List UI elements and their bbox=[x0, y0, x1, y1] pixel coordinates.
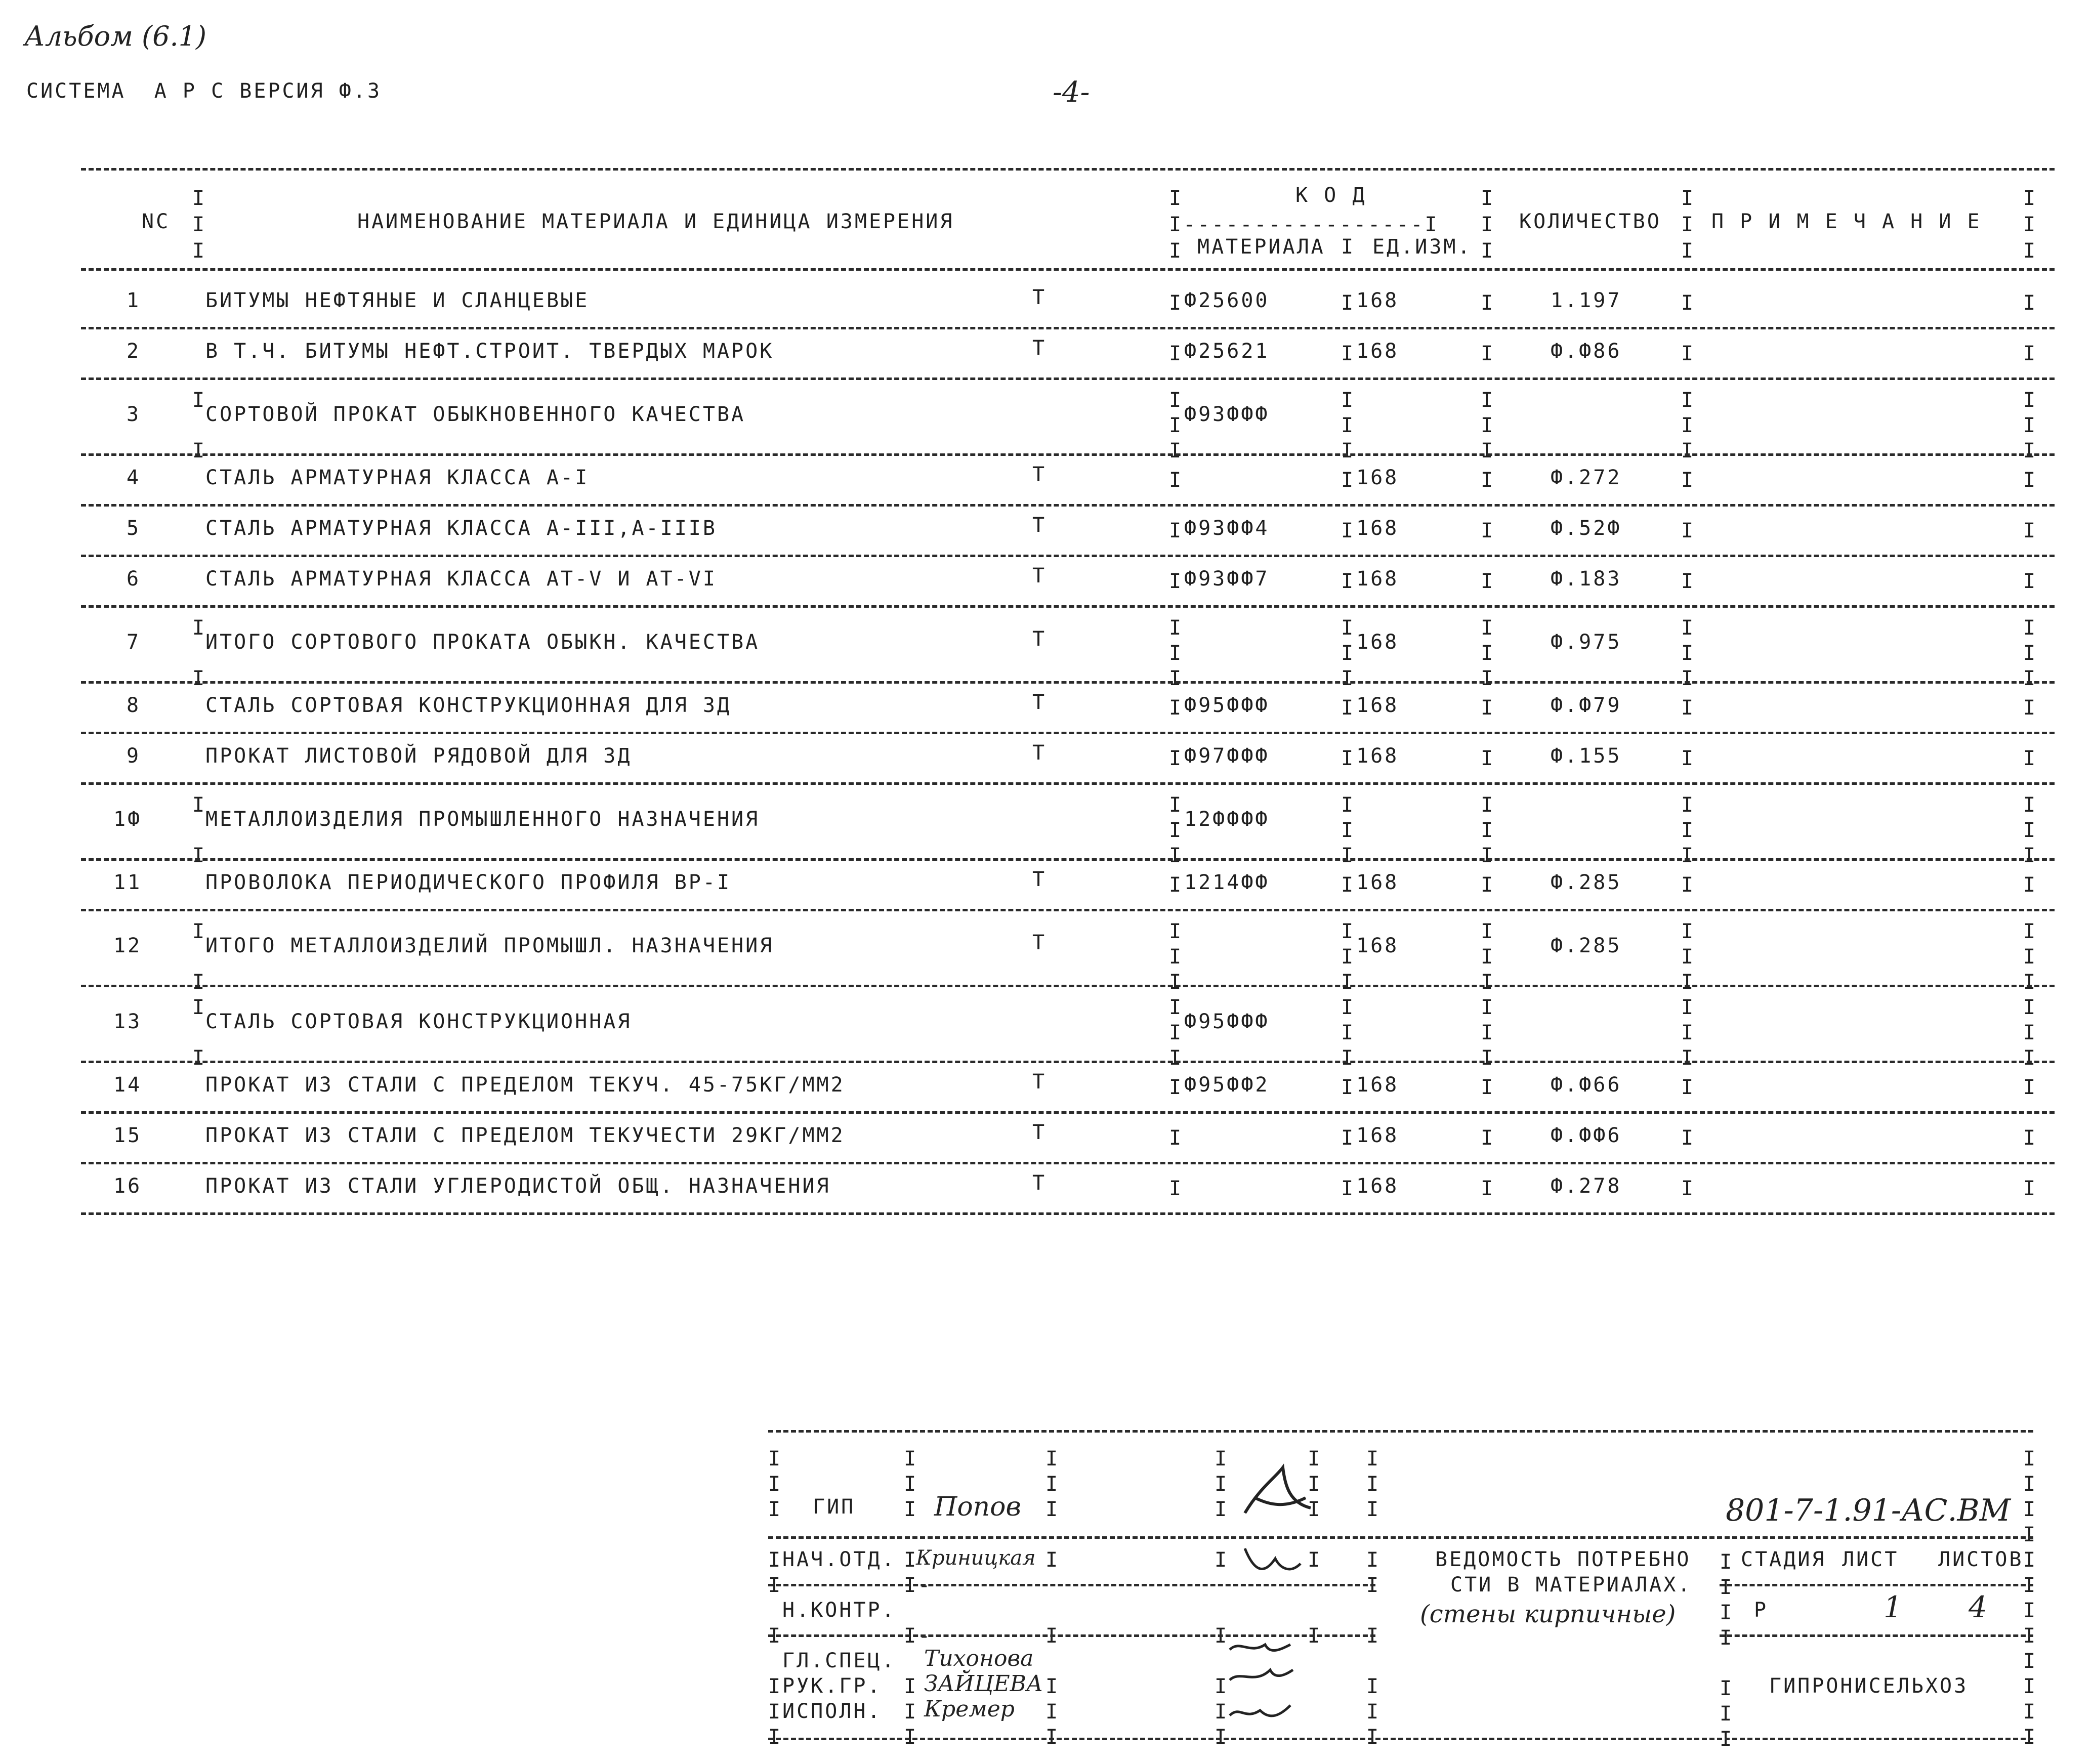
row-material-code: Ф95ФФ2 bbox=[1184, 1073, 1270, 1097]
sheet-label: ЛИСТ bbox=[1842, 1548, 1899, 1571]
header-code-unit: ЕД.ИЗМ. bbox=[1372, 235, 1472, 259]
row-sep-name: I I bbox=[192, 996, 207, 1070]
row-sep-name: I I bbox=[192, 389, 207, 463]
row-sep-note: I I I bbox=[1681, 389, 1696, 463]
row-sep-note: I bbox=[1681, 1076, 1696, 1099]
row-number: 3 bbox=[127, 403, 141, 426]
row-number: 16 bbox=[113, 1174, 142, 1198]
row-sep-qty: I I I bbox=[1481, 616, 1495, 690]
stamp-col-3: I I I I I I I I bbox=[1045, 1447, 1060, 1749]
row-number: 7 bbox=[127, 631, 141, 654]
row-quantity: Ф.278 bbox=[1551, 1174, 1622, 1198]
row-sep-unit: I bbox=[1341, 696, 1356, 720]
row-sep-qty: I bbox=[1481, 1076, 1495, 1099]
row-sep-name: I I bbox=[192, 616, 207, 690]
header-sep-2: I I-----------------I I bbox=[1169, 187, 1439, 263]
row-name: БИТУМЫ НЕФТЯНЫЕ И СЛАНЦЕВЫЕ bbox=[205, 289, 590, 312]
row-sep-unit: I bbox=[1341, 747, 1356, 770]
row-sep-end: I bbox=[2023, 469, 2038, 492]
row-name: СТАЛЬ АРМАТУРНАЯ КЛАССА А-I bbox=[205, 466, 590, 489]
row-sep-material: I I I bbox=[1169, 616, 1184, 690]
row-number: 1 bbox=[127, 289, 141, 312]
stamp-right-col: I I I I I I I I I I I I bbox=[2023, 1447, 2038, 1749]
stage-value: Р bbox=[1754, 1599, 1769, 1622]
row-quantity: Ф.Ф79 bbox=[1551, 694, 1622, 717]
row-unit-code: 168 bbox=[1356, 517, 1399, 540]
row-sep-material: I I I bbox=[1169, 793, 1184, 867]
row-quantity: Ф.52Ф bbox=[1551, 517, 1622, 540]
row-name: ПРОКАТ ЛИСТОВОЙ РЯДОВОЙ ДЛЯ ЗД bbox=[205, 744, 632, 768]
row-name: СТАЛЬ АРМАТУРНАЯ КЛАССА АТ-V И АТ-VI bbox=[205, 567, 717, 591]
row-sep-material: I I I bbox=[1169, 996, 1184, 1070]
row-number: 15 bbox=[113, 1124, 142, 1147]
row-unit-code: 168 bbox=[1356, 631, 1399, 654]
sheets-label: ЛИСТОВ bbox=[1938, 1548, 2024, 1571]
row-sep-material: I bbox=[1169, 469, 1184, 492]
row-unit-code: 168 bbox=[1356, 1073, 1399, 1097]
stamp-top-rule bbox=[768, 1430, 2033, 1433]
row-sep-end: I bbox=[2023, 342, 2038, 365]
row-sep-end: I bbox=[2023, 570, 2038, 593]
row-sep-end: I bbox=[2023, 696, 2038, 720]
header-name: НАИМЕНОВАНИЕ МАТЕРИАЛА И ЕДИНИЦА ИЗМЕРЕНИЯ bbox=[357, 210, 954, 233]
row-sep-qty: I bbox=[1481, 1177, 1495, 1200]
row-sep-material: I bbox=[1169, 747, 1184, 770]
row-unit: Т bbox=[1032, 741, 1047, 765]
stamp-col-6: I I I I I I I I I bbox=[1366, 1447, 1381, 1749]
row-sep-material: I bbox=[1169, 696, 1184, 720]
organization: ГИПРОНИСЕЛЬХОЗ bbox=[1769, 1674, 1969, 1698]
row-sep-end: I bbox=[2023, 519, 2038, 542]
row-sep-material: I bbox=[1169, 291, 1184, 315]
gl-spec-label: ГЛ.СПЕЦ. bbox=[782, 1649, 896, 1672]
row-sep-end: I bbox=[2023, 1076, 2038, 1099]
row-number: 14 bbox=[113, 1073, 142, 1097]
row-sep-qty: I I I bbox=[1481, 793, 1495, 867]
row-name: ПРОВОЛОКА ПЕРИОДИЧЕСКОГО ПРОФИЛЯ ВР-I bbox=[205, 871, 732, 894]
row-sep-material: I bbox=[1169, 570, 1184, 593]
row-number: 6 bbox=[127, 567, 141, 591]
row-material-code: Ф95ФФФ bbox=[1184, 694, 1270, 717]
row-sep-end: I I I bbox=[2023, 389, 2038, 463]
row-quantity: Ф.Ф66 bbox=[1551, 1073, 1622, 1097]
row-unit-code: 168 bbox=[1356, 1124, 1399, 1147]
row-sep-unit: I bbox=[1341, 570, 1356, 593]
row-unit: Т bbox=[1032, 286, 1047, 309]
row-sep-qty: I bbox=[1481, 747, 1495, 770]
row-sep-end: I bbox=[2023, 747, 2038, 770]
row-sep-unit: I I I bbox=[1341, 389, 1356, 463]
row-material-code: 12ФФФФ bbox=[1184, 808, 1270, 831]
row-name: ИТОГО СОРТОВОГО ПРОКАТА ОБЫКН. КАЧЕСТВА bbox=[205, 631, 760, 654]
row-sep-unit: I I I bbox=[1341, 996, 1356, 1070]
nach-otd-signature bbox=[1235, 1538, 1306, 1584]
row-sep-note: I bbox=[1681, 342, 1696, 365]
row-sep-material: I bbox=[1169, 873, 1184, 897]
row-sep-name: I I bbox=[192, 793, 207, 867]
row-number: 9 bbox=[127, 744, 141, 768]
row-sep-qty: I I I bbox=[1481, 996, 1495, 1070]
row-unit: Т bbox=[1032, 1070, 1047, 1094]
row-unit: Т bbox=[1032, 691, 1047, 714]
document-code: 801-7-1.91-АС.ВМ bbox=[1726, 1493, 2011, 1528]
stamp-col-7: I I I I I I I bbox=[1720, 1550, 1734, 1751]
row-unit: Т bbox=[1032, 337, 1047, 360]
ruk-gr-name: ЗАЙЦЕВА bbox=[924, 1671, 1043, 1697]
row-sep-qty: I bbox=[1481, 519, 1495, 542]
row-sep-qty: I bbox=[1481, 469, 1495, 492]
row-quantity: Ф.975 bbox=[1551, 631, 1622, 654]
row-sep-material: I bbox=[1169, 1177, 1184, 1200]
row-unit-code: 168 bbox=[1356, 340, 1399, 363]
row-name: ПРОКАТ ИЗ СТАЛИ С ПРЕДЕЛОМ ТЕКУЧЕСТИ 29КГ/ММ2 bbox=[205, 1124, 845, 1147]
row-quantity: Ф.285 bbox=[1551, 934, 1622, 957]
row-material-code: Ф97ФФФ bbox=[1184, 744, 1270, 768]
row-sep-note: I bbox=[1681, 291, 1696, 315]
row-sep-qty: I bbox=[1481, 291, 1495, 315]
header-sep-6: I I I bbox=[2023, 187, 2038, 263]
row-sep-material: I I I bbox=[1169, 920, 1184, 994]
row-sep-unit: I I I bbox=[1341, 616, 1356, 690]
row-quantity: 1.197 bbox=[1551, 289, 1622, 312]
row-unit: Т bbox=[1032, 564, 1047, 587]
stamp-col-4: I I I I I I I I bbox=[1215, 1447, 1229, 1749]
row-name: ПРОКАТ ИЗ СТАЛИ С ПРЕДЕЛОМ ТЕКУЧ. 45-75КГ/ММ2 bbox=[205, 1073, 845, 1097]
stamp-rule-4 bbox=[1720, 1584, 2033, 1586]
row-quantity: Ф.285 bbox=[1551, 871, 1622, 894]
row-material-code: Ф93ФФ4 bbox=[1184, 517, 1270, 540]
row-unit: Т bbox=[1032, 463, 1047, 486]
row-quantity: Ф.Ф86 bbox=[1551, 340, 1622, 363]
row-number: 2 bbox=[127, 340, 141, 363]
row-sep-note: I bbox=[1681, 1126, 1696, 1150]
stage-label: СТАДИЯ bbox=[1741, 1548, 1826, 1571]
row-material-code: Ф25621 bbox=[1184, 340, 1270, 363]
row-unit-code: 168 bbox=[1356, 934, 1399, 957]
row-sep-unit: I bbox=[1341, 1126, 1356, 1150]
row-sep-end: I bbox=[2023, 291, 2038, 315]
row-sep-note: I bbox=[1681, 570, 1696, 593]
row-sep-unit: I bbox=[1341, 342, 1356, 365]
stamp-col-2: I I I I I- I- I I I bbox=[904, 1447, 933, 1749]
row-name: СТАЛЬ АРМАТУРНАЯ КЛАССА А-III,А-IIIВ bbox=[205, 517, 717, 540]
row-unit-code: 168 bbox=[1356, 466, 1399, 489]
ispoln-name: Кремер bbox=[924, 1696, 1015, 1722]
row-name: СТАЛЬ СОРТОВАЯ КОНСТРУКЦИОННАЯ ДЛЯ ЗД bbox=[205, 694, 732, 717]
nach-otd-name: Криницкая bbox=[916, 1546, 1036, 1570]
row-sep-end: I bbox=[2023, 1126, 2038, 1150]
sheets-value: 4 bbox=[1969, 1590, 1987, 1624]
row-sep-qty: I bbox=[1481, 570, 1495, 593]
row-name: ПРОКАТ ИЗ СТАЛИ УГЛЕРОДИСТОЙ ОБЩ. НАЗНАЧЕНИЯ bbox=[205, 1174, 831, 1198]
row-sep-qty: I bbox=[1481, 1126, 1495, 1150]
row-sep-note: I bbox=[1681, 1177, 1696, 1200]
row-sep-note: I bbox=[1681, 696, 1696, 720]
header-no: NC bbox=[142, 210, 171, 233]
gl-spec-name: Тихонова bbox=[924, 1646, 1034, 1671]
row-sep-material: I bbox=[1169, 1126, 1184, 1150]
row-unit-code: 168 bbox=[1356, 694, 1399, 717]
stamp-title-line2: СТИ В МАТЕРИАЛАХ. bbox=[1450, 1573, 1692, 1597]
row-sep-end: I I I bbox=[2023, 996, 2038, 1070]
row-name: СТАЛЬ СОРТОВАЯ КОНСТРУКЦИОННАЯ bbox=[205, 1010, 632, 1033]
row-unit: Т bbox=[1032, 1171, 1047, 1195]
ispoln-label: ИСПОЛН. bbox=[782, 1700, 882, 1723]
header-quantity: КОЛИЧЕСТВО bbox=[1519, 210, 1661, 233]
n-kontr-label: Н.КОНТР. bbox=[782, 1599, 896, 1622]
row-sep-end: I bbox=[2023, 873, 2038, 897]
row-sep-note: I bbox=[1681, 747, 1696, 770]
header-sep-3: I bbox=[1341, 235, 1356, 259]
row-sep-note: I I I bbox=[1681, 996, 1696, 1070]
row-sep-note: I bbox=[1681, 519, 1696, 542]
stamp-title-line3: (стены кирпичные) bbox=[1420, 1600, 1676, 1628]
row-number: 5 bbox=[127, 517, 141, 540]
row-sep-material: I I I bbox=[1169, 389, 1184, 463]
system-label: СИСТЕМА А Р С ВЕРСИЯ Ф.3 bbox=[26, 79, 382, 103]
row-number: 4 bbox=[127, 466, 141, 489]
row-sep-unit: I bbox=[1341, 873, 1356, 897]
row-unit-code: 168 bbox=[1356, 567, 1399, 591]
row-sep-note: I bbox=[1681, 873, 1696, 897]
row-quantity: Ф.183 bbox=[1551, 567, 1622, 591]
gip-signature bbox=[1235, 1457, 1316, 1528]
row-sep-note: I bbox=[1681, 469, 1696, 492]
header-note: П Р И М Е Ч А Н И Е bbox=[1711, 210, 1982, 233]
header-sep-1: I I I bbox=[192, 187, 207, 263]
gip-name: Попов bbox=[934, 1492, 1021, 1522]
row-unit: Т bbox=[1032, 627, 1047, 651]
row-sep-unit: I I I bbox=[1341, 793, 1356, 867]
row-material-code: Ф25600 bbox=[1184, 289, 1270, 312]
row-sep-end: I I I bbox=[2023, 616, 2038, 690]
row-material-code: 1214ФФ bbox=[1184, 871, 1270, 894]
header-sep-4: I I I bbox=[1481, 187, 1495, 263]
header-code: К О Д bbox=[1295, 184, 1367, 207]
row-unit-code: 168 bbox=[1356, 289, 1399, 312]
row-sep-unit: I bbox=[1341, 519, 1356, 542]
row-unit-code: 168 bbox=[1356, 744, 1399, 768]
row-sep-material: I bbox=[1169, 1076, 1184, 1099]
row-sep-end: I bbox=[2023, 1177, 2038, 1200]
row-unit: Т bbox=[1032, 1121, 1047, 1144]
row-unit: Т bbox=[1032, 868, 1047, 891]
row-name: МЕТАЛЛОИЗДЕЛИЯ ПРОМЫШЛЕННОГО НАЗНАЧЕНИЯ bbox=[205, 808, 760, 831]
row-sep-qty: I bbox=[1481, 342, 1495, 365]
row-sep-end: I I I bbox=[2023, 920, 2038, 994]
header-code-material: МАТЕРИАЛА bbox=[1197, 235, 1325, 259]
row-sep-note: I I I bbox=[1681, 793, 1696, 867]
stamp-bottom-rule bbox=[768, 1738, 2033, 1740]
row-unit: Т bbox=[1032, 514, 1047, 537]
sheet-value: 1 bbox=[1884, 1590, 1902, 1624]
row-sep-note: I I I bbox=[1681, 616, 1696, 690]
header-sep-5: I I I bbox=[1681, 187, 1696, 263]
gip-label: ГИП bbox=[813, 1495, 856, 1519]
nach-otd-label: НАЧ.ОТД. bbox=[782, 1548, 896, 1571]
row-sep-unit: I bbox=[1341, 1076, 1356, 1099]
row-material-code: Ф95ФФФ bbox=[1184, 1010, 1270, 1033]
row-number: 12 bbox=[113, 934, 142, 957]
page-number: -4- bbox=[1053, 76, 1090, 109]
row-sep-unit: I bbox=[1341, 291, 1356, 315]
stamp-title-line1: ВЕДОМОСТЬ ПОТРЕБНО bbox=[1435, 1548, 1691, 1571]
row-number: 8 bbox=[127, 694, 141, 717]
row-unit: Т bbox=[1032, 931, 1047, 954]
row-sep-name: I I bbox=[192, 920, 207, 994]
row-sep-material: I bbox=[1169, 342, 1184, 365]
row-sep-material: I bbox=[1169, 519, 1184, 542]
row-sep-note: I I I bbox=[1681, 920, 1696, 994]
row-sep-qty: I bbox=[1481, 873, 1495, 897]
row-sep-unit: I I I bbox=[1341, 920, 1356, 994]
row-unit-code: 168 bbox=[1356, 871, 1399, 894]
row-unit-code: 168 bbox=[1356, 1174, 1399, 1198]
ruk-gr-label: РУК.ГР. bbox=[782, 1674, 882, 1698]
row-sep-end: I I I bbox=[2023, 793, 2038, 867]
staff-signatures bbox=[1220, 1634, 1295, 1731]
album-label: Альбом (6.1) bbox=[24, 20, 207, 52]
row-name: ИТОГО МЕТАЛЛОИЗДЕЛИЙ ПРОМЫШЛ. НАЗНАЧЕНИЯ bbox=[205, 934, 774, 957]
stamp-left-col: I I I I I I I I I bbox=[768, 1447, 783, 1749]
row-sep-unit: I bbox=[1341, 469, 1356, 492]
row-sep-qty: I bbox=[1481, 696, 1495, 720]
stamp-rule-1 bbox=[768, 1536, 2033, 1539]
row-material-code: Ф93ФФ7 bbox=[1184, 567, 1270, 591]
row-quantity: Ф.272 bbox=[1551, 466, 1622, 489]
stamp-col-5: I I I I I bbox=[1308, 1447, 1322, 1648]
row-name: СОРТОВОЙ ПРОКАТ ОБЫКНОВЕННОГО КАЧЕСТВА bbox=[205, 403, 746, 426]
row-material-code: Ф93ФФФ bbox=[1184, 403, 1270, 426]
row-number: 1Ф bbox=[113, 808, 142, 831]
row-number: 11 bbox=[113, 871, 142, 894]
row-sep-qty: I I I bbox=[1481, 920, 1495, 994]
row-quantity: Ф.155 bbox=[1551, 744, 1622, 768]
row-sep-unit: I bbox=[1341, 1177, 1356, 1200]
row-sep-qty: I I I bbox=[1481, 389, 1495, 463]
stamp-rule-2 bbox=[768, 1584, 1375, 1586]
row-name: В Т.Ч. БИТУМЫ НЕФТ.СТРОИТ. ТВЕРДЫХ МАРОК bbox=[205, 340, 774, 363]
row-number: 13 bbox=[113, 1010, 142, 1033]
stamp-rule-5 bbox=[1720, 1634, 2033, 1637]
row-quantity: Ф.ФФ6 bbox=[1551, 1124, 1622, 1147]
